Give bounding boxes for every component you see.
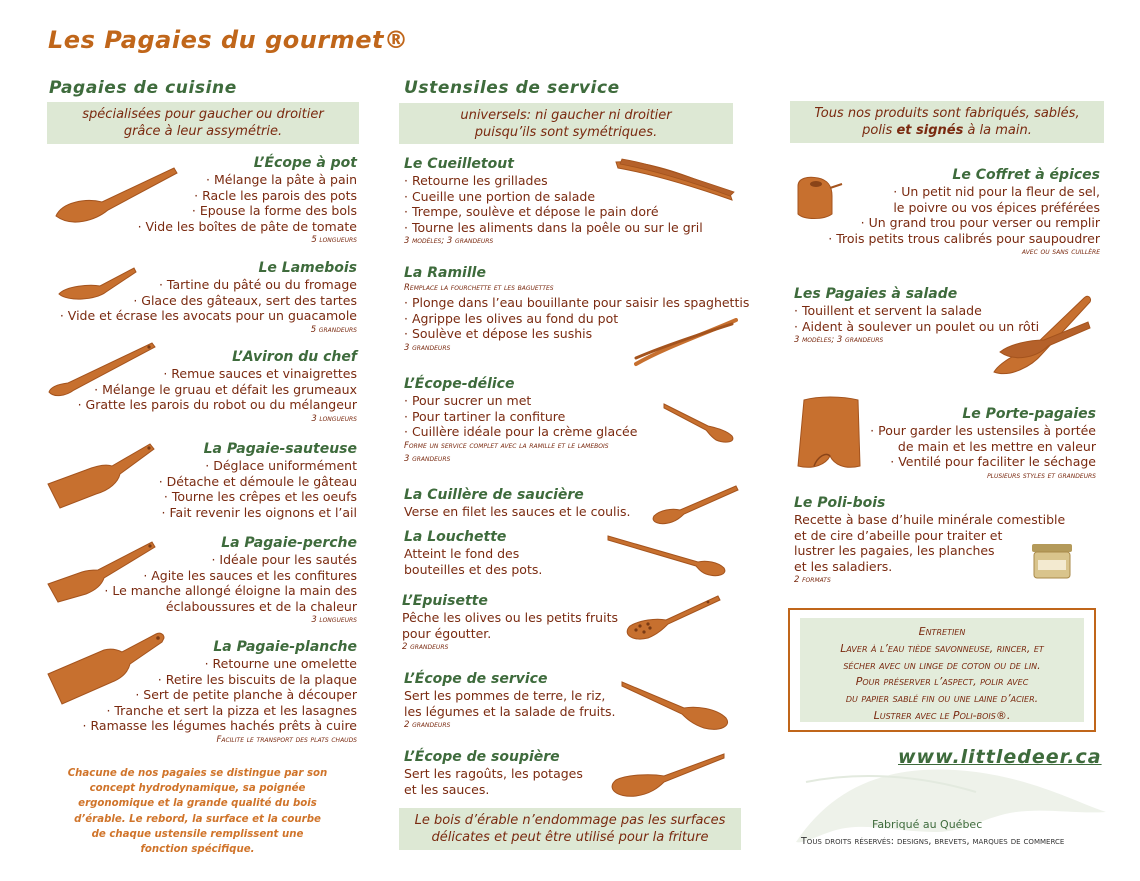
col1-banner-line1: spécialisées pour gaucher ou droitier: [82, 107, 324, 122]
product-line: · Plonge dans l’eau bouillante pour saisir les spaghettis: [404, 295, 750, 310]
product-line: · Trois petits trous calibrés pour saupoudrer: [828, 230, 1100, 246]
entretien-title: Entretien: [918, 625, 966, 638]
product-line: et les saladiers.: [794, 558, 893, 574]
coffret-a-epices-image: [794, 174, 844, 220]
product-line: · Trempe, soulève et dépose le pain doré: [404, 204, 659, 220]
product-name: L’Écope-délice: [404, 376, 515, 392]
product-name: Le Lamebois: [258, 260, 357, 276]
product-epuisette: [402, 592, 618, 654]
product-note: 2 grandeurs: [404, 720, 451, 731]
product-line: · Retourne les grillades: [404, 173, 548, 188]
footer-line: ergonomique et la grande qualité du bois: [78, 798, 317, 810]
entretien-line: Pour préserver l’aspect, polir avec: [855, 675, 1029, 689]
product-line: · Un petit nid pour la fleur de sel,: [893, 184, 1100, 199]
product-name: Le Porte-pagaies: [962, 406, 1096, 422]
col1-banner: [47, 102, 359, 144]
product-coffret-a-epices: [828, 166, 1100, 259]
col3-banner-line1: Tous nos produits sont fabriqués, sablés,: [814, 106, 1080, 121]
product-note: avec ou sans cuillère: [1021, 247, 1100, 258]
product-ecope-de-service: [404, 670, 616, 732]
col2-footer-banner: [399, 808, 741, 850]
cueilletout-image: [612, 156, 736, 204]
product-line: · Ramasse les légumes hachés prêts à cuire: [82, 718, 357, 734]
product-line: · Touillent et servent la salade: [794, 303, 982, 318]
epuisette-image: [622, 594, 722, 642]
product-line: · Soulève et dépose les sushis: [404, 326, 593, 342]
product-line: · Epouse la forme des bols: [191, 203, 357, 219]
product-name: Les Pagaies à salade: [794, 286, 958, 302]
col3-banner-line2: [796, 122, 1098, 139]
footer-line: de chaque ustensile remplissent une: [91, 828, 304, 840]
product-note: Facilite le transport des plats chauds: [216, 734, 357, 745]
product-line: · Pour garder les ustensiles à portée: [870, 423, 1096, 438]
product-note: 3 longueurs: [311, 615, 357, 626]
website-link[interactable]: www.littledeer.ca: [898, 746, 1102, 768]
lamebois-image: [56, 264, 138, 304]
product-name: L’Écope de soupière: [404, 749, 560, 765]
product-note: 5 longueurs: [311, 235, 357, 246]
entretien-content: [800, 618, 1084, 722]
col2-banner: [399, 103, 733, 144]
product-line: · Mélange la pâte à pain: [206, 172, 357, 187]
col2-banner-line1: universels: ni gaucher ni droitier: [460, 108, 672, 123]
louchette-image: [606, 532, 728, 578]
product-name: Le Poli-bois: [794, 495, 886, 511]
cuillere-de-sauciere-image: [650, 484, 740, 526]
poli-bois-jar-image: [1030, 540, 1074, 580]
footer-line: d’érable. Le rebord, la surface et la courbe: [74, 813, 321, 825]
product-line: · Racle les parois des pots: [194, 187, 357, 203]
col1-banner-line2: grâce à leur assymétrie.: [123, 124, 283, 139]
product-name: La Pagaie-perche: [221, 535, 357, 551]
product-line: lustrer les pagaies, les planches: [794, 543, 995, 559]
ramille-image: [634, 318, 738, 368]
made-in-quebec: Fabriqué au Québec: [872, 818, 983, 831]
product-line: · Cueille une portion de salade: [404, 188, 596, 204]
product-line: · Cuillère idéale pour la crème glacée: [404, 424, 638, 440]
col2-banner-line2: puisqu’ils sont symétriques.: [474, 125, 658, 140]
ecope-a-pot-image: [52, 158, 180, 228]
product-line: bouteilles et des pots.: [404, 561, 543, 577]
product-line: · Idéale pour les sautés: [211, 552, 357, 567]
product-note: 3 longueurs: [311, 413, 357, 424]
product-line: · Ventilé pour faciliter le séchage: [890, 454, 1096, 470]
col2-title: Ustensiles de service: [404, 78, 620, 98]
product-ecope-de-soupiere: [404, 748, 583, 797]
product-line: · Un grand trou pour verser ou remplir: [860, 215, 1100, 231]
product-name: La Cuillère de saucière: [404, 487, 584, 503]
product-line: Pêche les olives ou les petits fruits: [402, 610, 618, 625]
entretien-line: Lustrer avec le Poli-bois®.: [873, 708, 1011, 722]
product-line: de main et les mettre en valeur: [897, 438, 1096, 454]
pagaie-perche-image: [46, 538, 158, 604]
product-note: 2 grandeurs: [402, 642, 449, 653]
product-line: · Glace des gâteaux, sert des tartes: [133, 292, 357, 308]
col1-title: Pagaies de cuisine: [49, 78, 237, 98]
footer-line: délicates et peut être utilisé pour la friture: [431, 830, 709, 845]
product-line: · Gratte les parois du robot ou du mélangeur: [77, 397, 357, 413]
page-title: Les Pagaies du gourmet®: [48, 26, 409, 54]
product-line: · Tourne les crêpes et les oeufs: [163, 489, 357, 505]
entretien-line: Laver à l’eau tiède savonneuse, rincer, et: [840, 641, 1044, 655]
product-name: La Louchette: [404, 529, 507, 545]
product-line: · Pour sucrer un met: [404, 393, 532, 408]
product-porte-pagaies: [870, 405, 1096, 483]
footer-line: fonction spécifique.: [140, 844, 255, 856]
entretien-box: [788, 608, 1096, 732]
product-line: · Vide les boîtes de pâte de tomate: [137, 218, 357, 234]
product-note: 5 grandeurs: [310, 324, 357, 335]
product-line: · Pour tartiner la confiture: [404, 408, 566, 424]
entretien-line: du papier sablé fin ou une laine d’acier.: [845, 692, 1039, 706]
product-line: Verse en filet les sauces et le coulis.: [404, 504, 631, 519]
pagaies-a-salade-image: [990, 292, 1094, 380]
product-line: Sert les pommes de terre, le riz,: [404, 688, 606, 703]
pagaie-planche-image: [46, 628, 168, 708]
product-name: L’Epuisette: [402, 593, 488, 609]
product-line: le poivre ou vos épices préférées: [893, 199, 1100, 215]
product-line: · Vide et écrase les avocats pour un guacamole: [59, 308, 357, 324]
product-note: plusieurs styles et grandeurs: [987, 470, 1096, 481]
porte-pagaies-image: [794, 394, 866, 474]
product-subtitle: Remplace la fourchette et les baguettes: [404, 283, 554, 293]
product-name: L’Écope de service: [404, 671, 548, 687]
product-name: L’Écope à pot: [253, 155, 357, 171]
product-note: Forme un service complet avec la ramille et le lamebois: [404, 440, 609, 451]
banner-emphasis: et signés: [896, 123, 964, 138]
product-name: La Pagaie-planche: [213, 639, 357, 655]
footer-line: Chacune de nos pagaies se distingue par son: [67, 768, 328, 779]
ecope-de-soupiere-image: [606, 752, 726, 798]
product-line: · Retourne une omelette: [204, 656, 357, 671]
product-line: et les sauces.: [404, 781, 490, 797]
product-louchette: [404, 528, 542, 577]
banner-text: à la main.: [963, 123, 1032, 138]
banner-text: polis: [862, 123, 897, 138]
ecope-de-service-image: [620, 676, 732, 732]
product-line: · Tranche et sert la pizza et les lasagnes: [106, 702, 357, 718]
product-name: La Ramille: [404, 265, 486, 281]
product-line: les légumes et la salade de fruits.: [404, 703, 616, 719]
aviron-du-chef-image: [46, 340, 158, 398]
product-pagaie-sauteuse: [159, 440, 357, 520]
rights-reserved: Tous droits réservés: designs, brevets, marques de commerce: [801, 836, 1065, 847]
product-name: Le Cueilletout: [404, 156, 514, 172]
product-line: · Déglace uniformément: [205, 458, 357, 473]
product-line: · Détache et démoule le gâteau: [158, 473, 357, 489]
product-note: 2 formats: [794, 575, 831, 586]
product-line: · Le manche allongé éloigne la main des: [104, 583, 357, 599]
entretien-line: sécher avec un linge de coton ou de lin.: [843, 658, 1041, 672]
product-line: · Retire les biscuits de la plaque: [157, 671, 357, 687]
product-line: · Fait revenir les oignons et l’ail: [161, 504, 357, 520]
product-name: L’Aviron du chef: [232, 349, 357, 365]
product-note: 3 modèles; 3 grandeurs: [404, 236, 494, 247]
product-line: · Aident à soulever un poulet ou un rôti: [794, 318, 1040, 334]
product-line: éclaboussures et de la chaleur: [165, 598, 357, 614]
product-line: · Agrippe les olives au fond du pot: [404, 310, 619, 326]
product-line: pour égoutter.: [402, 625, 492, 641]
pagaie-sauteuse-image: [46, 440, 158, 512]
product-poli-bois: [794, 494, 1065, 587]
product-line: et de cire d’abeille pour traiter et: [794, 527, 1003, 543]
product-name: La Pagaie-sauteuse: [203, 441, 357, 457]
footer-line: Le bois d’érable n’endommage pas les surfaces: [414, 813, 726, 828]
product-note: 3 grandeurs: [404, 453, 451, 464]
product-line: Recette à base d’huile minérale comestible: [794, 512, 1066, 527]
product-note: 3 grandeurs: [404, 342, 451, 353]
product-cuillere-de-sauciere: [404, 486, 630, 520]
col3-banner: [790, 101, 1104, 143]
product-line: · Remue sauces et vinaigrettes: [163, 366, 357, 381]
product-note: 3 modèles; 3 grandeurs: [794, 335, 884, 346]
product-ecope-delice: [404, 375, 637, 466]
product-line: · Mélange le gruau et défait les grumeaux: [94, 381, 357, 397]
product-line: · Tartine du pâté ou du fromage: [158, 277, 357, 292]
product-line: · Agite les sauces et les confitures: [143, 567, 357, 583]
ecope-delice-image: [662, 400, 740, 444]
product-line: · Sert de petite planche à découper: [135, 687, 357, 703]
footer-line: concept hydrodynamique, sa poignée: [89, 783, 306, 795]
product-name: Le Coffret à épices: [952, 167, 1100, 183]
col1-footer-note: [55, 766, 340, 857]
product-line: Atteint le fond des: [404, 546, 520, 561]
product-line: Sert les ragoûts, les potages: [404, 766, 583, 781]
product-line: · Tourne les aliments dans la poêle ou sur le gril: [404, 219, 703, 235]
